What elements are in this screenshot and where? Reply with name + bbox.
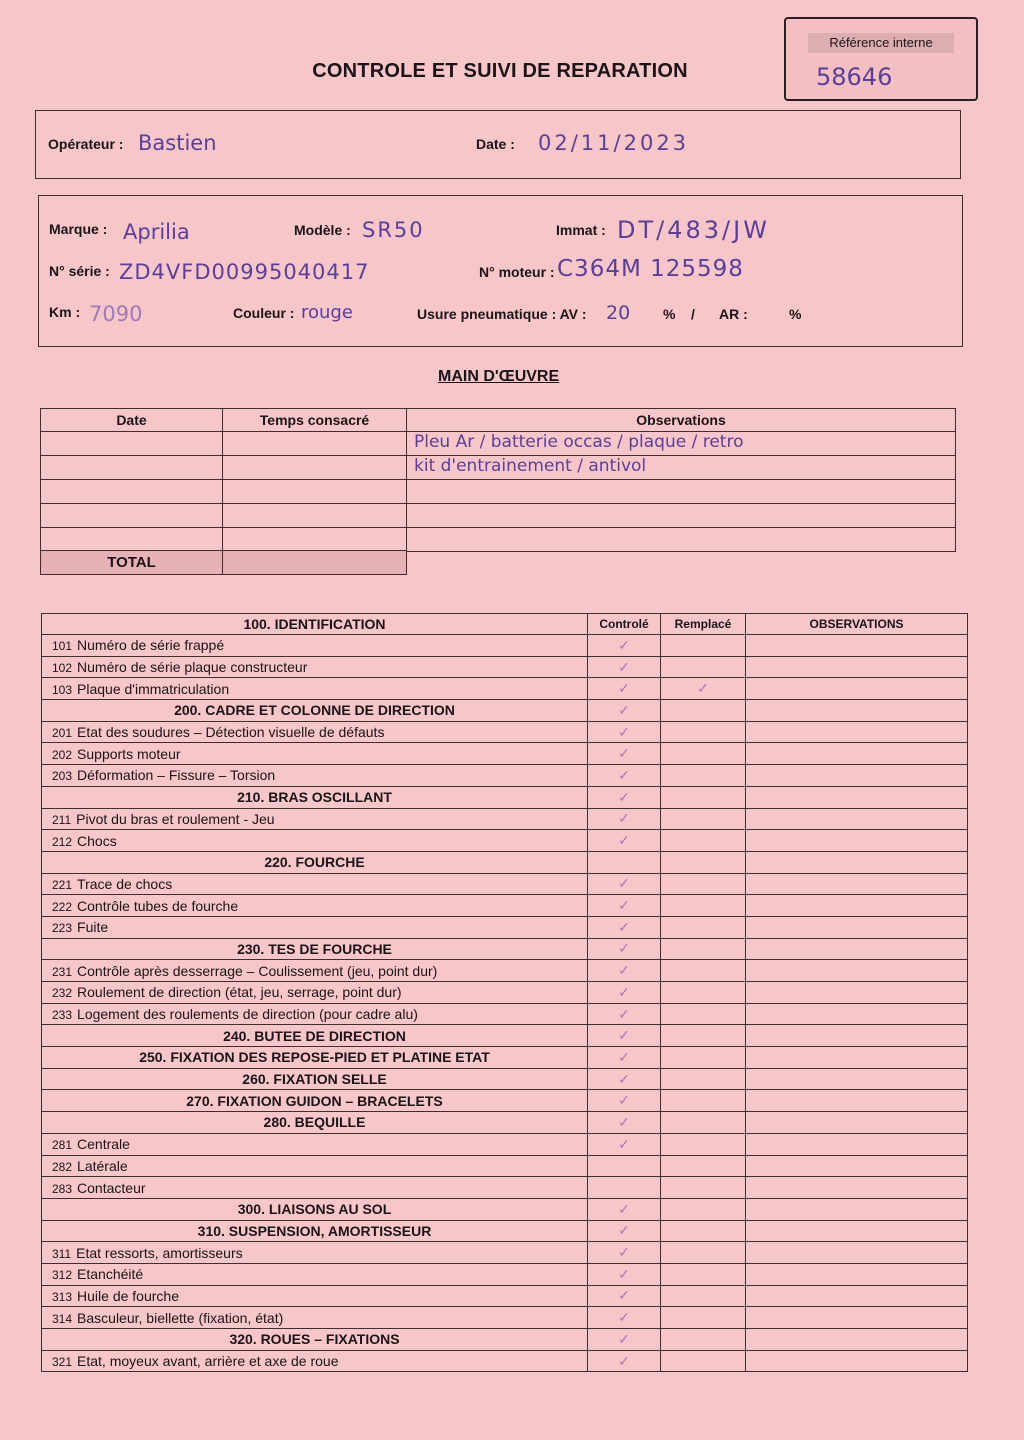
checklist-observation-cell	[746, 1025, 968, 1047]
checklist-observation-cell	[746, 743, 968, 765]
checklist-item-label: Numéro de série frappé	[77, 637, 225, 654]
checklist-row	[42, 1350, 968, 1372]
mo-cell	[41, 432, 223, 456]
mo-cell	[223, 432, 407, 456]
mo-header-temps: Temps consacré	[223, 409, 407, 432]
checklist-item-number: 232	[52, 986, 73, 1001]
checklist-observation-cell	[746, 1220, 968, 1242]
checklist-remplace-cell	[661, 1242, 746, 1264]
immat-label: Immat :	[556, 222, 606, 238]
checklist-remplace-cell	[661, 786, 746, 808]
checklist-controle-cell: ✓	[588, 721, 661, 743]
checklist-section-title: 300. LIAISONS AU SOL	[42, 1198, 588, 1220]
checklist-item-label: Etanchéité	[77, 1266, 144, 1283]
checklist-controle-cell: ✓	[588, 1307, 661, 1329]
couleur-value: rouge	[301, 302, 353, 323]
km-value: 7090	[89, 302, 143, 326]
checklist-controle-cell	[588, 851, 661, 873]
checklist-item-label: Plaque d'immatriculation	[77, 680, 230, 697]
checklist-item-number: 102	[52, 661, 73, 676]
checklist-item	[42, 895, 588, 917]
checklist-header-remplace: Remplacé	[661, 614, 746, 635]
checklist-item-label: Etat des soudures – Détection visuelle de défauts	[77, 724, 385, 741]
checklist-controle-cell: ✓	[588, 895, 661, 917]
checklist-controle-cell: ✓	[588, 1263, 661, 1285]
checklist-controle-cell: ✓	[588, 808, 661, 830]
checklist-section-title: 220. FOURCHE	[42, 851, 588, 873]
checklist-observation-cell	[746, 786, 968, 808]
checklist-row	[42, 765, 968, 787]
page-title: CONTROLE ET SUIVI DE REPARATION	[312, 60, 688, 82]
checklist-row	[42, 1242, 968, 1264]
checklist-remplace-cell	[661, 982, 746, 1004]
vehicle-box	[38, 195, 963, 347]
checklist-item-number: 311	[52, 1246, 72, 1261]
mo-cell	[223, 504, 407, 528]
checklist-item-label: Contrôle tubes de fourche	[77, 897, 239, 914]
usure-ar-percent: %	[789, 306, 802, 322]
checklist-section-title: 200. CADRE ET COLONNE DE DIRECTION	[42, 700, 588, 722]
checklist-remplace-cell	[661, 1177, 746, 1199]
checklist-observation-cell	[746, 916, 968, 938]
checklist-controle-cell: ✓	[588, 635, 661, 657]
checklist-section-row	[42, 1329, 968, 1351]
checklist-item-number: 223	[52, 921, 73, 936]
checklist-item	[42, 1003, 588, 1025]
checklist-remplace-cell	[661, 1350, 746, 1372]
checklist-observation-cell	[746, 635, 968, 657]
checklist-row	[42, 960, 968, 982]
checklist-section-title: 210. BRAS OSCILLANT	[42, 786, 588, 808]
checklist-remplace-cell	[661, 1220, 746, 1242]
checklist-controle-cell: ✓	[588, 873, 661, 895]
checklist-section-title: 230. TES DE FOURCHE	[42, 938, 588, 960]
checklist-observation-cell	[746, 1285, 968, 1307]
checklist-remplace-cell	[661, 938, 746, 960]
checklist-observation-cell	[746, 1090, 968, 1112]
date-label: Date :	[476, 136, 515, 152]
mo-header-observations: Observations	[407, 409, 956, 432]
checklist-item-label: Contrôle après desserrage – Coulissement (jeu, point dur)	[77, 962, 438, 979]
checklist-controle-cell: ✓	[588, 700, 661, 722]
date-value: 02/11/2023	[538, 131, 690, 155]
checklist-section-title: 310. SUSPENSION, AMORTISSEUR	[42, 1220, 588, 1242]
mo-observation-line-1: Pleu Ar / batterie occas / plaque / retro	[414, 432, 744, 452]
checklist-item-number: 281	[52, 1138, 73, 1153]
checklist-row	[42, 635, 968, 657]
checklist-observation-cell	[746, 1112, 968, 1134]
checklist-item	[42, 765, 588, 787]
checklist-remplace-cell	[661, 700, 746, 722]
checklist-observation-cell	[746, 851, 968, 873]
serie-value: ZD4VFD00995040417	[119, 260, 370, 284]
mo-cell	[407, 480, 956, 504]
checklist-row	[42, 916, 968, 938]
mo-cell	[223, 480, 407, 504]
checklist-section-row	[42, 938, 968, 960]
checklist-section-row	[42, 1220, 968, 1242]
checklist-item-number: 101	[52, 639, 73, 654]
operator-value: Bastien	[138, 131, 217, 155]
checklist-controle-cell: ✓	[588, 1025, 661, 1047]
checklist-row	[42, 743, 968, 765]
main-oeuvre-table	[40, 408, 956, 552]
checklist-controle-cell: ✓	[588, 1220, 661, 1242]
checklist-item-number: 321	[52, 1355, 73, 1370]
checklist-observation-cell	[746, 700, 968, 722]
checklist-item-label: Pivot du bras et roulement - Jeu	[76, 810, 275, 827]
mo-cell	[223, 528, 407, 552]
checklist-item	[42, 1307, 588, 1329]
checklist-item-number: 282	[52, 1159, 73, 1174]
checklist-row	[42, 1003, 968, 1025]
mo-cell	[41, 480, 223, 504]
checklist-item-number: 203	[52, 769, 73, 784]
checklist-remplace-cell	[661, 873, 746, 895]
checklist-remplace-cell	[661, 916, 746, 938]
checklist-item	[42, 1263, 588, 1285]
checklist-observation-cell	[746, 1068, 968, 1090]
checklist-observation-cell	[746, 830, 968, 852]
checklist-item	[42, 1155, 588, 1177]
mo-observation-line-2: kit d'entrainement / antivol	[414, 456, 647, 476]
modele-value: SR50	[362, 218, 425, 242]
checklist-row	[42, 656, 968, 678]
checklist-controle-cell: ✓	[588, 678, 661, 700]
checklist-controle-cell: ✓	[588, 743, 661, 765]
checklist-remplace-cell	[661, 1112, 746, 1134]
checklist-remplace-cell	[661, 1329, 746, 1351]
checklist-section-row	[42, 1025, 968, 1047]
usure-separator: /	[691, 306, 695, 322]
mo-cell	[407, 504, 956, 528]
couleur-label: Couleur :	[233, 305, 295, 321]
checklist-observation-cell	[746, 1133, 968, 1155]
checklist-remplace-cell	[661, 851, 746, 873]
checklist-observation-cell	[746, 938, 968, 960]
checklist-row	[42, 1133, 968, 1155]
reference-label: Référence interne	[808, 33, 954, 53]
moteur-value: C364M 125598	[557, 256, 744, 282]
marque-label: Marque :	[49, 221, 108, 237]
checklist-section-row	[42, 1198, 968, 1220]
immat-value: DT/483/JW	[617, 216, 770, 244]
checklist-remplace-cell	[661, 1090, 746, 1112]
checklist-observation-cell	[746, 1003, 968, 1025]
checklist-item-label: Logement des roulements de direction (pour cadre alu)	[77, 1006, 418, 1023]
checklist-item-label: Fuite	[77, 919, 109, 936]
checklist-remplace-cell	[661, 1025, 746, 1047]
checklist-item-number: 313	[52, 1289, 73, 1304]
checklist-row	[42, 1263, 968, 1285]
checklist-section-title: 270. FIXATION GUIDON – BRACELETS	[42, 1090, 588, 1112]
checklist-observation-cell	[746, 721, 968, 743]
checklist-controle-cell: ✓	[588, 765, 661, 787]
checklist-item	[42, 808, 588, 830]
checklist-row	[42, 830, 968, 852]
checklist-controle-cell: ✓	[588, 916, 661, 938]
checklist-item-number: 211	[52, 812, 72, 827]
checklist-item-label: Latérale	[77, 1157, 128, 1174]
checklist-item	[42, 1350, 588, 1372]
checklist-section-row	[42, 700, 968, 722]
checklist-remplace-cell	[661, 830, 746, 852]
checklist-row	[42, 1177, 968, 1199]
checklist-item-number: 233	[52, 1008, 73, 1023]
checklist-row	[42, 895, 968, 917]
checklist-remplace-cell	[661, 895, 746, 917]
checklist-item	[42, 1177, 588, 1199]
checklist-observation-cell	[746, 1198, 968, 1220]
checklist-controle-cell: ✓	[588, 938, 661, 960]
checklist-item	[42, 1285, 588, 1307]
checklist-observation-cell	[746, 765, 968, 787]
mo-total-label: TOTAL	[41, 551, 223, 575]
checklist-item-label: Déformation – Fissure – Torsion	[77, 767, 276, 784]
checklist-item	[42, 678, 588, 700]
checklist-remplace-cell: ✓	[661, 678, 746, 700]
checklist-header-section: 100. IDENTIFICATION	[42, 614, 588, 635]
checklist-observation-cell	[746, 1047, 968, 1069]
checklist-remplace-cell	[661, 960, 746, 982]
moteur-label: N° moteur :	[479, 264, 555, 280]
checklist-observation-cell	[746, 873, 968, 895]
mo-cell	[41, 456, 223, 480]
checklist-item-label: Centrale	[77, 1136, 130, 1153]
checklist-controle-cell: ✓	[588, 1242, 661, 1264]
checklist-row	[42, 808, 968, 830]
checklist-section-row	[42, 1047, 968, 1069]
checklist-observation-cell	[746, 982, 968, 1004]
checklist-section-title: 240. BUTEE DE DIRECTION	[42, 1025, 588, 1047]
checklist-observation-cell	[746, 1242, 968, 1264]
checklist-item	[42, 1242, 588, 1264]
checklist-item	[42, 1133, 588, 1155]
checklist-item-label: Etat ressorts, amortisseurs	[76, 1244, 243, 1261]
checklist-remplace-cell	[661, 1198, 746, 1220]
checklist-section-row	[42, 1090, 968, 1112]
reference-box	[784, 17, 978, 101]
checklist-remplace-cell	[661, 808, 746, 830]
checklist-header-observations: OBSERVATIONS	[746, 614, 968, 635]
checklist-item	[42, 982, 588, 1004]
checklist-remplace-cell	[661, 1285, 746, 1307]
checklist-observation-cell	[746, 960, 968, 982]
checklist-observation-cell	[746, 1155, 968, 1177]
checklist-observation-cell	[746, 1329, 968, 1351]
operator-box	[35, 110, 961, 179]
checklist-controle-cell: ✓	[588, 960, 661, 982]
checklist-item	[42, 635, 588, 657]
checklist-section-title: 320. ROUES – FIXATIONS	[42, 1329, 588, 1351]
checklist-observation-cell	[746, 1177, 968, 1199]
checklist-controle-cell: ✓	[588, 830, 661, 852]
checklist-observation-cell	[746, 1350, 968, 1372]
mo-cell	[407, 528, 956, 552]
checklist-controle-cell: ✓	[588, 1047, 661, 1069]
checklist-controle-cell: ✓	[588, 1285, 661, 1307]
modele-label: Modèle :	[294, 222, 351, 238]
checklist-header-controle: Controlé	[588, 614, 661, 635]
checklist-remplace-cell	[661, 1307, 746, 1329]
checklist-observation-cell	[746, 678, 968, 700]
checklist-remplace-cell	[661, 1133, 746, 1155]
checklist-row	[42, 873, 968, 895]
checklist-remplace-cell	[661, 635, 746, 657]
checklist-item-label: Trace de chocs	[77, 875, 173, 892]
checklist-item-label: Contacteur	[77, 1179, 146, 1196]
checklist-item-number: 202	[52, 747, 73, 762]
mo-cell	[223, 456, 407, 480]
checklist-item-label: Basculeur, biellette (fixation, état)	[77, 1309, 284, 1326]
checklist-item-label: Etat, moyeux avant, arrière et axe de roue	[77, 1353, 339, 1370]
checklist-controle-cell: ✓	[588, 1068, 661, 1090]
checklist-item	[42, 960, 588, 982]
km-label: Km :	[49, 304, 81, 320]
checklist-controle-cell: ✓	[588, 982, 661, 1004]
checklist-item-number: 231	[52, 964, 73, 979]
checklist-remplace-cell	[661, 721, 746, 743]
checklist-item-number: 212	[52, 834, 73, 849]
usure-label: Usure pneumatique : AV :	[417, 306, 587, 322]
mo-cell	[41, 504, 223, 528]
operator-label: Opérateur :	[48, 136, 124, 152]
checklist-remplace-cell	[661, 1003, 746, 1025]
checklist-remplace-cell	[661, 743, 746, 765]
checklist-item-number: 283	[52, 1181, 73, 1196]
checklist-remplace-cell	[661, 1068, 746, 1090]
checklist-controle-cell: ✓	[588, 1133, 661, 1155]
checklist-row	[42, 721, 968, 743]
checklist-item-number: 221	[52, 877, 73, 892]
checklist-remplace-cell	[661, 656, 746, 678]
checklist-controle-cell: ✓	[588, 1090, 661, 1112]
checklist-section-title: 280. BEQUILLE	[42, 1112, 588, 1134]
ar-label: AR :	[719, 306, 748, 322]
checklist-remplace-cell	[661, 1155, 746, 1177]
checklist-item-label: Numéro de série plaque constructeur	[77, 659, 308, 676]
checklist-item	[42, 873, 588, 895]
checklist-item-number: 314	[52, 1311, 73, 1326]
checklist-observation-cell	[746, 1263, 968, 1285]
checklist-observation-cell	[746, 656, 968, 678]
checklist-remplace-cell	[661, 1263, 746, 1285]
checklist-item	[42, 656, 588, 678]
checklist-controle-cell: ✓	[588, 1329, 661, 1351]
checklist-item-label: Roulement de direction (état, jeu, serrage, point dur)	[77, 984, 402, 1001]
checklist-item	[42, 916, 588, 938]
mo-cell	[41, 528, 223, 552]
checklist-section-title: 260. FIXATION SELLE	[42, 1068, 588, 1090]
mo-total-row	[40, 550, 407, 575]
checklist-section-row	[42, 1068, 968, 1090]
checklist-item-number: 103	[52, 682, 73, 697]
checklist-controle-cell: ✓	[588, 1198, 661, 1220]
checklist-controle-cell: ✓	[588, 656, 661, 678]
usure-av-value: 20	[606, 302, 631, 324]
usure-av-percent: %	[663, 306, 676, 322]
serie-label: N° série :	[49, 263, 110, 279]
checklist-row	[42, 1155, 968, 1177]
checklist-controle-cell: ✓	[588, 1112, 661, 1134]
checklist-row	[42, 1307, 968, 1329]
checklist-item	[42, 830, 588, 852]
checklist-row	[42, 678, 968, 700]
checklist-item-number: 222	[52, 899, 73, 914]
checklist-row	[42, 1285, 968, 1307]
checklist-controle-cell	[588, 1177, 661, 1199]
mo-total-value	[223, 551, 407, 575]
checklist-item-label: Huile de fourche	[77, 1287, 179, 1304]
checklist-section-row	[42, 786, 968, 808]
marque-value: Aprilia	[123, 220, 190, 244]
checklist-remplace-cell	[661, 1047, 746, 1069]
checklist-observation-cell	[746, 1307, 968, 1329]
checklist-item-label: Supports moteur	[77, 745, 181, 762]
checklist-section-row	[42, 1112, 968, 1134]
checklist-observation-cell	[746, 808, 968, 830]
checklist-section-row	[42, 851, 968, 873]
checklist-controle-cell	[588, 1155, 661, 1177]
checklist-remplace-cell	[661, 765, 746, 787]
reference-value: 58646	[816, 63, 893, 91]
checklist-section-title: 250. FIXATION DES REPOSE-PIED ET PLATINE ETAT	[42, 1047, 588, 1069]
mo-header-date: Date	[41, 409, 223, 432]
checklist-item	[42, 743, 588, 765]
main-oeuvre-title: MAIN D'ŒUVRE	[438, 368, 560, 385]
checklist-table	[41, 613, 968, 1372]
checklist-observation-cell	[746, 895, 968, 917]
checklist-controle-cell: ✓	[588, 1003, 661, 1025]
checklist-item-number: 201	[52, 726, 73, 741]
checklist-item-number: 312	[52, 1268, 73, 1283]
checklist-row	[42, 982, 968, 1004]
checklist-controle-cell: ✓	[588, 1350, 661, 1372]
checklist-controle-cell: ✓	[588, 786, 661, 808]
checklist-item	[42, 721, 588, 743]
checklist-item-label: Chocs	[77, 832, 117, 849]
